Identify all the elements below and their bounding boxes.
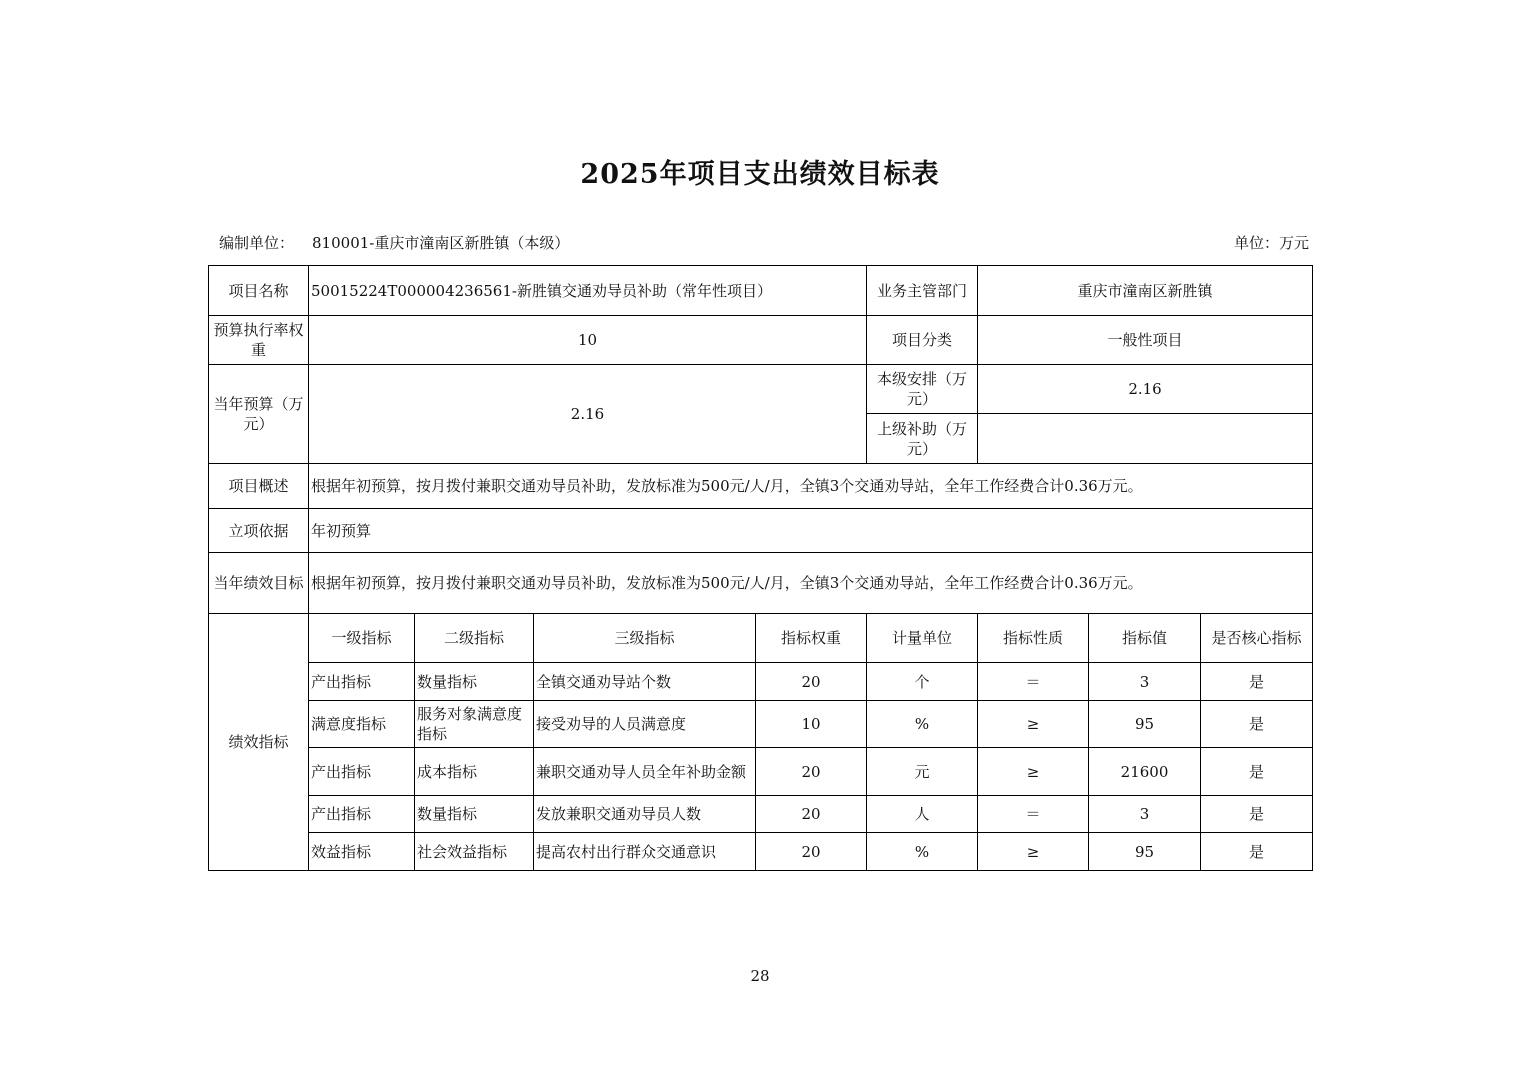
- indicator-level3: 发放兼职交通劝导员人数: [534, 796, 756, 833]
- weight-label: 预算执行率权重: [209, 316, 309, 365]
- indicator-level3: 接受劝导的人员满意度: [534, 701, 756, 748]
- indicator-core: 是: [1201, 748, 1313, 796]
- header-nature: 指标性质: [978, 614, 1089, 663]
- overview-label: 项目概述: [209, 464, 309, 509]
- indicator-level2: 社会效益指标: [415, 833, 534, 871]
- indicator-row: [209, 663, 1313, 701]
- indicator-row: [209, 796, 1313, 833]
- local-funding-label: 本级安排（万元）: [867, 365, 978, 414]
- indicator-unit: 人: [867, 796, 978, 833]
- basis-value: 年初预算: [309, 509, 1313, 553]
- indicator-level3: 兼职交通劝导人员全年补助金额: [534, 748, 756, 796]
- header-level2: 二级指标: [415, 614, 534, 663]
- page-title: 2025年项目支出绩效目标表: [580, 159, 940, 190]
- indicator-core: 是: [1201, 701, 1313, 748]
- upper-funding-value: [978, 414, 1313, 464]
- indicator-weight: 20: [756, 833, 867, 871]
- dept-value: 重庆市潼南区新胜镇: [978, 266, 1313, 316]
- dept-label: 业务主管部门: [867, 266, 978, 316]
- indicator-level1: 产出指标: [309, 796, 415, 833]
- goal-label: 当年绩效目标: [209, 553, 309, 614]
- header-level1: 一级指标: [309, 614, 415, 663]
- indicator-nature: ≥: [978, 833, 1089, 871]
- indicator-unit: %: [867, 701, 978, 748]
- indicator-level3: 全镇交通劝导站个数: [534, 663, 756, 701]
- indicator-level1: 满意度指标: [309, 701, 415, 748]
- indicator-value: 95: [1089, 701, 1201, 748]
- indicator-level2: 数量指标: [415, 796, 534, 833]
- page-number: 28: [750, 967, 770, 985]
- indicator-level2: 数量指标: [415, 663, 534, 701]
- indicator-core: 是: [1201, 663, 1313, 701]
- budget-value: 2.16: [309, 365, 867, 464]
- indicator-value: 21600: [1089, 748, 1201, 796]
- indicator-row: [209, 748, 1313, 796]
- indicator-level2: 服务对象满意度指标: [415, 701, 534, 748]
- basis-label: 立项依据: [209, 509, 309, 553]
- project-name-label: 项目名称: [209, 266, 309, 316]
- compiling-unit-label: 编制单位：: [219, 234, 295, 252]
- goal-row: [209, 553, 1313, 614]
- budget-label: 当年预算（万元）: [209, 365, 309, 464]
- upper-funding-label: 上级补助（万元）: [867, 414, 978, 464]
- budget-row: [209, 365, 1313, 414]
- indicator-value: 95: [1089, 833, 1201, 871]
- overview-value: 根据年初预算，按月拨付兼职交通劝导员补助，发放标准为500元/人/月，全镇3个交通劝导站，全年工作经费合计0.36万元。: [309, 464, 1313, 509]
- indicator-unit: 个: [867, 663, 978, 701]
- compiling-unit: [219, 232, 569, 253]
- indicator-unit: 元: [867, 748, 978, 796]
- indicator-level2: 成本指标: [415, 748, 534, 796]
- local-funding-value: 2.16: [978, 365, 1313, 414]
- indicator-row: [209, 833, 1313, 871]
- indicator-level1: 产出指标: [309, 663, 415, 701]
- category-value: 一般性项目: [978, 316, 1313, 365]
- indicator-weight: 20: [756, 663, 867, 701]
- header-value: 指标值: [1089, 614, 1201, 663]
- compiling-unit-value: 810001-重庆市潼南区新胜镇（本级）: [312, 234, 570, 252]
- basis-row: [209, 509, 1313, 553]
- indicator-nature: ＝: [978, 663, 1089, 701]
- indicator-header-row: [209, 614, 1313, 663]
- indicator-weight: 20: [756, 748, 867, 796]
- indicator-weight: 10: [756, 701, 867, 748]
- indicator-level1: 产出指标: [309, 748, 415, 796]
- header-weight: 指标权重: [756, 614, 867, 663]
- indicator-value: 3: [1089, 663, 1201, 701]
- indicator-weight: 20: [756, 796, 867, 833]
- header-core: 是否核心指标: [1201, 614, 1313, 663]
- indicator-nature: ≥: [978, 701, 1089, 748]
- category-label: 项目分类: [867, 316, 978, 365]
- project-name-row: [209, 266, 1313, 316]
- performance-target-table: [208, 265, 1313, 871]
- indicators-section-label: 绩效指标: [209, 614, 309, 871]
- indicator-level1: 效益指标: [309, 833, 415, 871]
- overview-row: [209, 464, 1313, 509]
- indicator-unit: %: [867, 833, 978, 871]
- goal-value: 根据年初预算，按月拨付兼职交通劝导员补助，发放标准为500元/人/月，全镇3个交通劝导站，全年工作经费合计0.36万元。: [309, 553, 1313, 614]
- indicator-core: 是: [1201, 796, 1313, 833]
- header-level3: 三级指标: [534, 614, 756, 663]
- currency-unit: 单位：万元: [1233, 234, 1309, 252]
- weight-value: 10: [309, 316, 867, 365]
- indicator-core: 是: [1201, 833, 1313, 871]
- header-unit: 计量单位: [867, 614, 978, 663]
- indicator-value: 3: [1089, 796, 1201, 833]
- indicator-level3: 提高农村出行群众交通意识: [534, 833, 756, 871]
- weight-row: [209, 316, 1313, 365]
- project-name-value: 50015224T000004236561-新胜镇交通劝导员补助（常年性项目）: [309, 266, 867, 316]
- indicator-nature: ＝: [978, 796, 1089, 833]
- indicator-nature: ≥: [978, 748, 1089, 796]
- indicator-row: [209, 701, 1313, 748]
